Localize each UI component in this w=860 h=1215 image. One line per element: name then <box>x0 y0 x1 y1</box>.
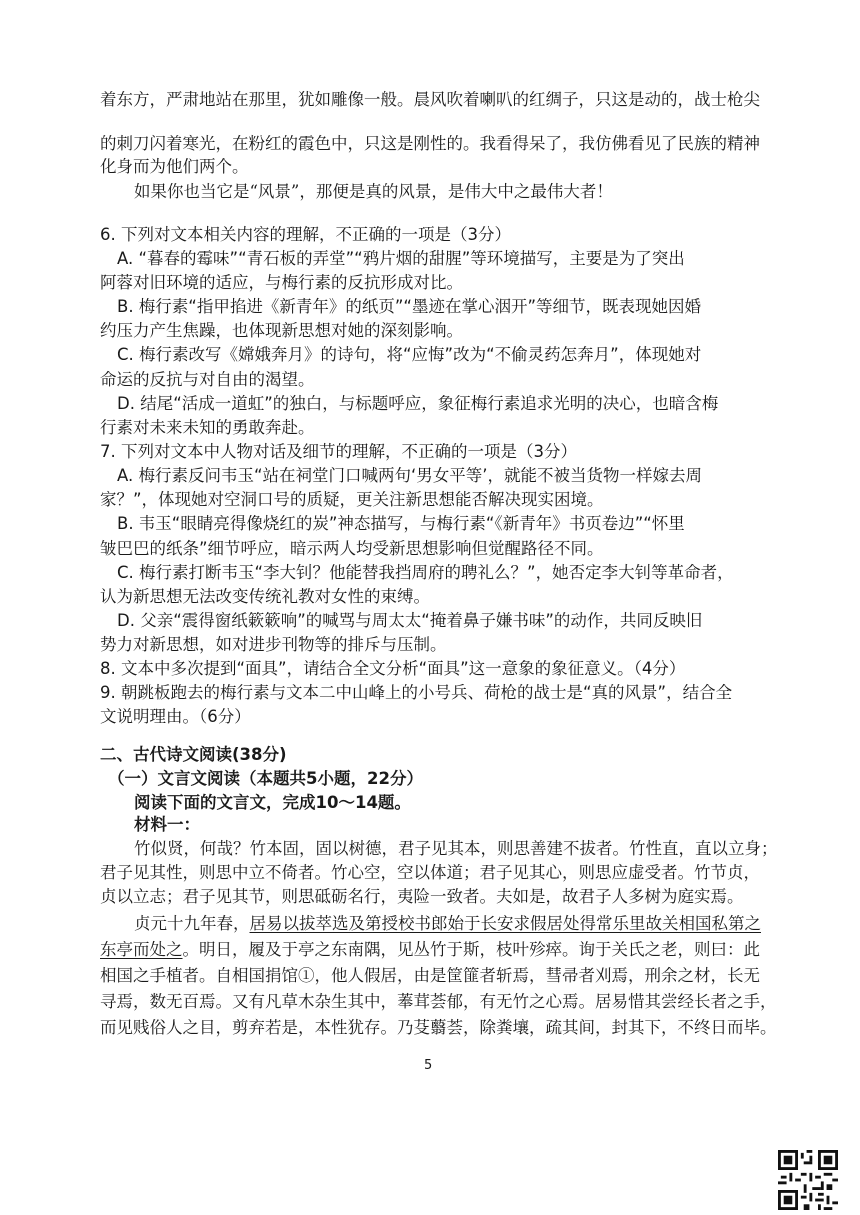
question-9: 9. 朝跳板跑去的梅行素与文本二中山峰上的小号兵、荷枪的战士是“真的风景”，结合全 <box>100 683 733 702</box>
q6-option-a-cont: 阿蓉对旧环境的适应，与梅行素的反抗形成对比。 <box>100 273 463 292</box>
para2-prefix: 贞元十九年春， <box>134 914 250 933</box>
q7-option-c: C. 梅行素打断韦玉“李大钊？他能替我挡周府的聘礼么？”，她否定李大钊等革命者， <box>117 563 734 582</box>
underlined-sentence-end: 东亭而处之 <box>100 940 183 959</box>
classical-text-line: 君子见其性，则思中立不倚者。竹心空，空以体道；君子见其心，则思应虚受者。竹节贞， <box>100 863 760 882</box>
question-6-stem: 6. 下列对文本相关内容的理解，不正确的一项是（3分） <box>100 225 511 244</box>
q6-option-d: D. 结尾“活成一道虹”的独白，与标题呼应，象征梅行素追求光明的决心，也暗含梅 <box>117 394 719 413</box>
para2-line2-rest: 。明日，履及于亭之东南隅，见丛竹于斯，枝叶殄瘁。询于关氏之老，则曰：此 <box>182 940 760 959</box>
classical-text-line <box>134 910 761 937</box>
classical-text-line: 相国之手植者。自相国捐馆①，他人假居，由是筐篚者斩焉，彗帚者刈焉，刑余之材，长无 <box>100 966 760 985</box>
classical-text-line: 寻焉，数无百焉。又有凡草木杂生其中，菶茸荟郁，有无竹之心焉。居易惜其尝经长者之手， <box>100 992 777 1011</box>
q6-option-b-cont: 约压力产生焦躁，也体现新思想对她的深刻影响。 <box>100 321 463 340</box>
passage-line: 的刺刀闪着寒光，在粉红的霞色中，只这是刚性的。我看得呆了，我仿佛看见了民族的精神 <box>100 134 760 153</box>
classical-text-line: 竹似贤，何哉？竹本固，固以树德，君子见其本，则思善建不拔者。竹性直，直以立身； <box>134 839 778 858</box>
q6-option-c-cont: 命运的反抗与对自由的渴望。 <box>100 370 315 389</box>
q7-option-c-cont: 认为新思想无法改变传统礼教对女性的束缚。 <box>100 587 430 606</box>
question-9-cont: 文说明理由。（6分） <box>100 707 251 726</box>
material-label: 材料一： <box>134 815 200 834</box>
question-7-stem: 7. 下列对文本中人物对话及细节的理解，不正确的一项是（3分） <box>100 442 577 461</box>
classical-text-line <box>100 936 760 963</box>
passage-line: 化身而为他们两个。 <box>100 157 249 176</box>
classical-text-line: 贞以立志；君子见其节，则思砥砺名行，夷险一致者。夫如是，故君子人多树为庭实焉。 <box>100 887 744 906</box>
q6-option-c: C. 梅行素改写《嫦娥奔月》的诗句，将“应悔”改为“不偷灵药怎奔月”，体现她对 <box>117 345 702 364</box>
underlined-sentence: 居易以拔萃选及第授校书郎始于长安求假居处得常乐里故关相国私第之 <box>249 914 761 933</box>
q6-option-b: B. 梅行素“指甲掐进《新青年》的纸页”“墨迹在掌心洇开”等细节，既表现她因婚 <box>117 297 702 316</box>
q7-option-b-cont: 皱巴巴的纸条”细节呼应，暗示两人均受新思想影响但觉醒路径不同。 <box>100 539 604 558</box>
passage-line: 着东方，严肃地站在那里，犹如雕像一般。晨风吹着喇叭的红绸子，只这是动的，战士枪尖 <box>100 90 760 109</box>
passage-line: 如果你也当它是“风景”，那便是真的风景，是伟大中之最伟大者！ <box>134 182 613 201</box>
q7-option-d-cont: 势力对新思想，如对进步刊物等的排斥与压制。 <box>100 635 447 654</box>
q7-option-a-cont: 家？”，体现她对空洞口号的质疑，更关注新思想能否解决现实困境。 <box>100 490 604 509</box>
subsection-title: （一）文言文阅读（本题共5小题，22分） <box>108 769 423 788</box>
q7-option-b: B. 韦玉“眼睛亮得像烧红的炭”神态描写，与梅行素“《新青年》书页卷边”“怀里 <box>117 514 685 533</box>
q7-option-a: A. 梅行素反问韦玉“站在祠堂门口喊两句‘男女平等’，就能不被当货物一样嫁去周 <box>117 466 703 485</box>
page-number: 5 <box>424 1058 433 1073</box>
q6-option-a: A. “暮春的霉味”“青石板的弄堂”“鸦片烟的甜腥”等环境描写，主要是为了突出 <box>117 249 685 268</box>
reading-instruction: 阅读下面的文言文，完成10～14题。 <box>134 793 411 812</box>
q7-option-d: D. 父亲“震得窗纸簌簌响”的喊骂与周太太“掩着鼻子嫌书味”的动作，共同反映旧 <box>117 611 703 630</box>
question-8: 8. 文本中多次提到“面具”，请结合全文分析“面具”这一意象的象征意义。（4分） <box>100 659 686 678</box>
q6-option-d-cont: 行素对未来未知的勇敢奔赴。 <box>100 418 315 437</box>
section-title: 二、古代诗文阅读(38分) <box>100 745 287 764</box>
qr-code-icon <box>778 1150 838 1210</box>
classical-text-line: 而见贱俗人之目，剪弃若是，本性犹存。乃芟蘙荟，除粪壤，疏其间，封其下，不终日而毕。 <box>100 1018 777 1037</box>
